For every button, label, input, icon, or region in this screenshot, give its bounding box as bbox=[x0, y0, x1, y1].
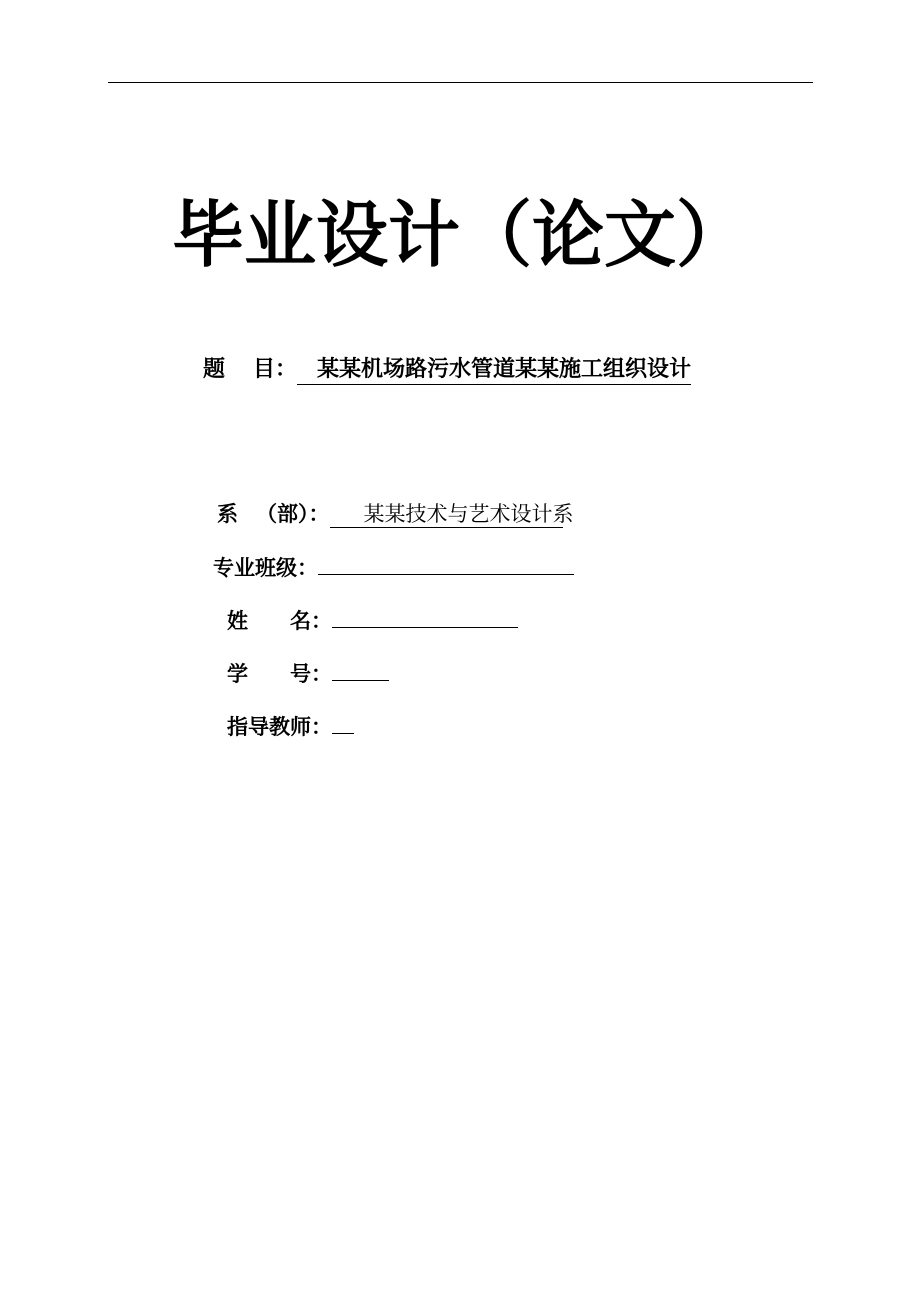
major-class-label: 专业班级： bbox=[213, 556, 318, 580]
name-label-char: 姓 bbox=[227, 609, 248, 633]
department-label-char: 系 bbox=[217, 502, 238, 526]
name-label bbox=[227, 606, 332, 636]
name-label-suffix: 名： bbox=[290, 609, 332, 633]
name-row bbox=[227, 605, 518, 635]
department-label bbox=[217, 499, 330, 529]
advisor-label: 指导教师： bbox=[227, 715, 332, 739]
major-class-row bbox=[213, 552, 574, 582]
student-id-blank bbox=[332, 658, 389, 681]
department-row bbox=[217, 499, 574, 529]
department-label-suffix: （部）： bbox=[256, 502, 330, 526]
topic-label-char-1: 题 bbox=[203, 357, 226, 382]
advisor-row bbox=[227, 711, 354, 741]
topic-row bbox=[203, 354, 691, 386]
advisor-blank bbox=[332, 711, 354, 734]
student-id-label-char: 学 bbox=[227, 662, 248, 686]
major-class-blank bbox=[318, 552, 574, 575]
topic-value: 某某机场路污水管道某某施工组织设计 bbox=[297, 356, 691, 385]
student-id-row bbox=[227, 658, 389, 688]
student-id-label-suffix: 号： bbox=[290, 662, 332, 686]
page-title bbox=[0, 190, 920, 280]
name-blank bbox=[332, 605, 518, 628]
department-value: 某某技术与艺术设计系 bbox=[330, 501, 563, 528]
student-id-label bbox=[227, 659, 332, 689]
header-rule bbox=[108, 82, 813, 83]
page-title-text: 毕业设计（论文） bbox=[171, 193, 748, 277]
topic-label bbox=[203, 354, 297, 386]
topic-label-char-2: 目： bbox=[253, 357, 298, 382]
